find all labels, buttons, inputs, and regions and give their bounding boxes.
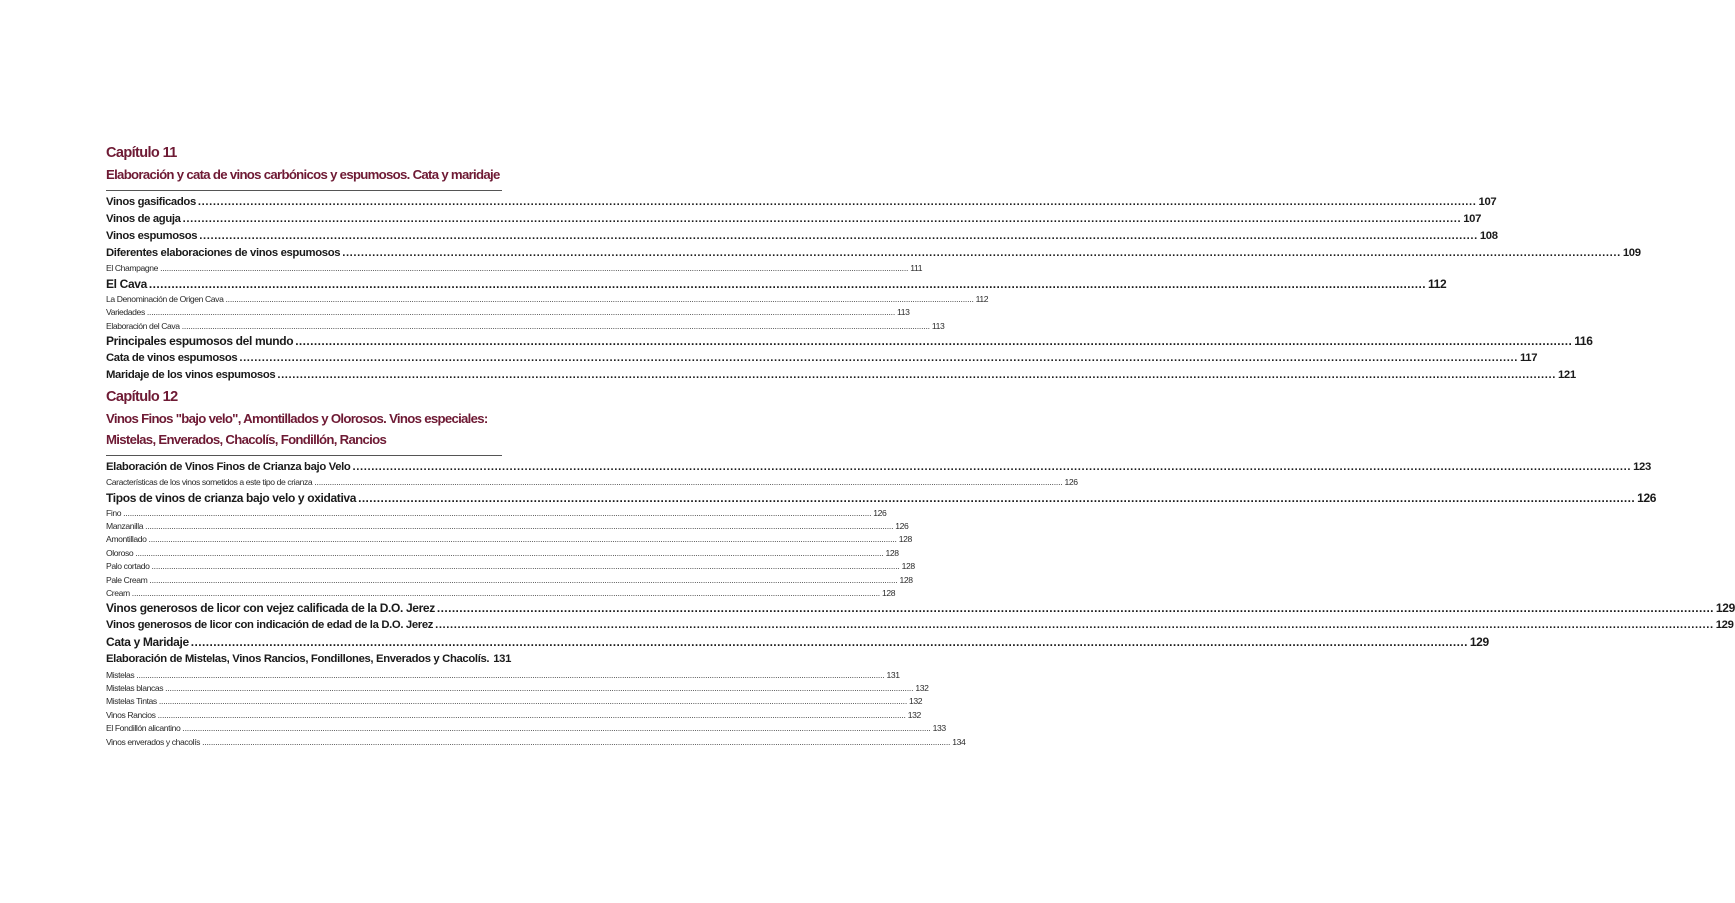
toc-entry-title: Vinos generosos de licor con indicación de edad de la D.O. Jerez <box>106 619 434 632</box>
toc-entry-title: Vinos espumosos <box>106 230 198 243</box>
toc-entry-title: Cata y Maridaje <box>106 635 189 650</box>
toc-entry-title: Cream <box>106 587 130 598</box>
toc-entry-title: El Fondillón alicantino <box>106 723 181 734</box>
toc-entry[interactable] <box>106 459 1651 476</box>
toc-entry-page: 126 <box>873 507 887 518</box>
toc-entry-title: Vinos gasificados <box>106 196 196 208</box>
toc-entry[interactable] <box>106 682 929 695</box>
toc-entry[interactable] <box>106 736 966 749</box>
toc-entry-title: Mistelas blancas <box>106 682 164 693</box>
dot-leader <box>277 367 1556 384</box>
chapter-title: Vinos Finos "bajo velo", Amontillados y Olorosos. Vinos especiales: Mistelas, Enverados, Chacolís, Fondillón, Rancios <box>106 411 488 447</box>
toc-entry-title: Cata de vinos espumosos <box>106 352 238 364</box>
toc-entry[interactable] <box>106 709 921 722</box>
toc-entry-page: 112 <box>1427 276 1447 291</box>
dot-leader <box>165 682 913 695</box>
toc-entry[interactable] <box>106 262 923 275</box>
toc-entry-page: 129 <box>1715 601 1735 616</box>
toc-entry[interactable] <box>106 490 1657 507</box>
dot-leader <box>342 245 1621 262</box>
toc-entry-title: Vinos de aguja <box>106 213 181 226</box>
toc-entry[interactable] <box>106 367 1576 384</box>
toc-entry-title: Amontillado <box>106 534 147 545</box>
dot-leader <box>147 306 895 319</box>
dot-leader <box>191 634 1468 651</box>
toc-entry-page: 128 <box>881 587 896 598</box>
toc-list <box>106 459 1735 749</box>
toc-entry-title: El Cava <box>106 276 147 291</box>
toc-entry-title: Características de los vinos sometidos a este tipo de crianza <box>106 477 313 488</box>
toc-entry[interactable] <box>106 520 909 533</box>
dot-leader <box>182 320 930 333</box>
toc-entry[interactable] <box>106 245 1641 262</box>
dot-leader <box>132 587 880 600</box>
toc-entry-title: El Champagne <box>106 263 159 274</box>
toc-entry-page: 107 <box>1478 196 1497 208</box>
toc-entry-title: Vinos generosos de licor con vejez calificada de la D.O. Jerez <box>106 601 435 616</box>
toc-entry[interactable] <box>106 507 887 520</box>
toc-entry-title: Oloroso <box>106 547 134 558</box>
toc-entry-page: 111 <box>910 263 923 274</box>
dot-leader <box>358 490 1635 507</box>
toc-entry-title: Palo cortado <box>106 561 150 572</box>
chapter-label: Capítulo 12 <box>106 389 178 405</box>
dot-leader <box>225 293 973 306</box>
toc-entry-page: 129 <box>1715 619 1734 632</box>
toc-entry[interactable] <box>106 560 915 573</box>
chapter-rule <box>106 190 502 191</box>
toc-entry-title: Manzanilla <box>106 520 144 531</box>
toc-entry-page: 132 <box>907 709 921 720</box>
toc-entry-page: 113 <box>897 307 910 318</box>
toc-entry[interactable] <box>106 211 1482 228</box>
toc-entry[interactable] <box>106 320 945 333</box>
dot-leader <box>239 350 1518 367</box>
chapter-12 <box>106 389 1735 749</box>
chapter-label: Capítulo 11 <box>106 145 177 161</box>
toc-entry-page: 108 <box>1479 230 1498 243</box>
toc-entry-title: Principales espumosos del mundo <box>106 334 294 348</box>
toc-list <box>106 194 1641 384</box>
chapter-11 <box>106 145 1641 384</box>
toc-entry-title: Tipos de vinos de crianza bajo velo y oxidativa <box>106 490 357 505</box>
toc-entry-page: 107 <box>1463 213 1482 226</box>
toc-entry[interactable] <box>106 476 1078 489</box>
dot-leader <box>149 533 897 546</box>
toc-entry-page: 112 <box>975 293 989 304</box>
toc-entry-page: 126 <box>1064 477 1078 488</box>
dot-leader <box>149 276 1426 293</box>
toc-entry[interactable] <box>106 669 900 682</box>
toc-entry[interactable] <box>106 228 1498 245</box>
toc-entry-page: 117 <box>1519 352 1538 364</box>
toc-entry-title: Elaboración de Vinos Finos de Crianza bajo Velo <box>106 461 351 473</box>
toc-entry[interactable] <box>106 695 923 708</box>
dot-leader <box>136 669 884 682</box>
toc-entry-page: 128 <box>898 534 912 545</box>
dot-leader <box>437 600 1714 617</box>
dot-leader <box>182 722 930 735</box>
toc-entry-title: Elaboración del Cava <box>106 320 180 331</box>
dot-leader <box>160 262 908 275</box>
dot-leader <box>135 547 883 560</box>
chapter-title: Elaboración y cata de vinos carbónicos y espumosos. Cata y maridaje <box>106 167 500 182</box>
toc-entry-title: Variedades <box>106 307 145 318</box>
toc-entry[interactable] <box>106 587 896 600</box>
toc-entry-title: Mistelas <box>106 669 135 680</box>
toc-entry-title: Vinos enverados y chacolís <box>106 736 201 747</box>
toc-entry-page: 133 <box>932 723 946 734</box>
toc-entry-page: 109 <box>1622 247 1641 260</box>
toc-entry-title: Mistelas Tintas <box>106 696 157 707</box>
toc-entry-title: Maridaje de los vinos espumosos <box>106 369 276 382</box>
toc-entry[interactable] <box>106 333 1593 350</box>
toc-entry[interactable] <box>106 574 913 587</box>
dot-leader <box>183 211 1462 228</box>
dot-leader <box>151 560 899 573</box>
toc-entry[interactable] <box>106 634 1489 651</box>
toc-entry[interactable] <box>106 276 1447 293</box>
toc-entry-page: 121 <box>1557 369 1576 382</box>
toc-entry[interactable] <box>106 617 1734 634</box>
dot-leader <box>295 333 1572 350</box>
toc-entry[interactable] <box>106 600 1735 617</box>
dot-leader <box>123 507 871 520</box>
toc-entry-page: 123 <box>1633 461 1651 473</box>
toc-entry-page: 128 <box>901 561 915 572</box>
dot-leader <box>353 459 1632 476</box>
dot-leader <box>198 194 1477 211</box>
toc-entry[interactable] <box>106 722 946 735</box>
toc-entry-page: 116 <box>1574 334 1593 348</box>
toc-entry-page: 128 <box>885 547 899 558</box>
toc-entry-page: 126 <box>895 520 909 531</box>
dot-leader <box>314 476 1062 489</box>
dot-leader <box>199 228 1478 245</box>
toc-entry-page: 126 <box>1637 490 1657 505</box>
dot-leader <box>435 617 1714 634</box>
toc-entry-title: Pale Cream <box>106 574 148 585</box>
toc-entry-title: Diferentes elaboraciones de vinos espumosos <box>106 247 341 260</box>
dot-leader <box>202 736 950 749</box>
toc-entry-title: Vinos Rancios <box>106 709 156 720</box>
toc-entry[interactable] <box>106 194 1497 211</box>
toc-entry[interactable] <box>106 651 512 668</box>
toc-entry-page: 131 <box>886 669 900 680</box>
toc-entry-title: Elaboración de Mistelas, Vinos Rancios, Fondillones, Enverados y Chacolís. <box>106 653 490 666</box>
toc-entry-page: 129 <box>1469 635 1489 650</box>
toc-entry-page: 132 <box>909 696 923 707</box>
toc-entry[interactable] <box>106 350 1538 367</box>
toc-entry-page: 128 <box>899 574 913 585</box>
dot-leader <box>159 695 907 708</box>
toc-entry[interactable] <box>106 533 912 546</box>
toc-entry[interactable] <box>106 306 910 319</box>
toc-entry-title: Fino <box>106 507 122 518</box>
dot-leader <box>145 520 893 533</box>
dot-leader <box>158 709 906 722</box>
chapter-rule <box>106 455 502 456</box>
toc-entry-page: 132 <box>915 682 929 693</box>
toc-entry[interactable] <box>106 547 899 560</box>
toc-entry-page: 134 <box>952 736 966 747</box>
toc-entry[interactable] <box>106 293 989 306</box>
toc-entry-page: 113 <box>931 320 945 331</box>
dot-leader <box>149 574 897 587</box>
toc-entry-page: 131 <box>493 653 512 666</box>
toc-entry-title: La Denominación de Origen Cava <box>106 293 224 304</box>
